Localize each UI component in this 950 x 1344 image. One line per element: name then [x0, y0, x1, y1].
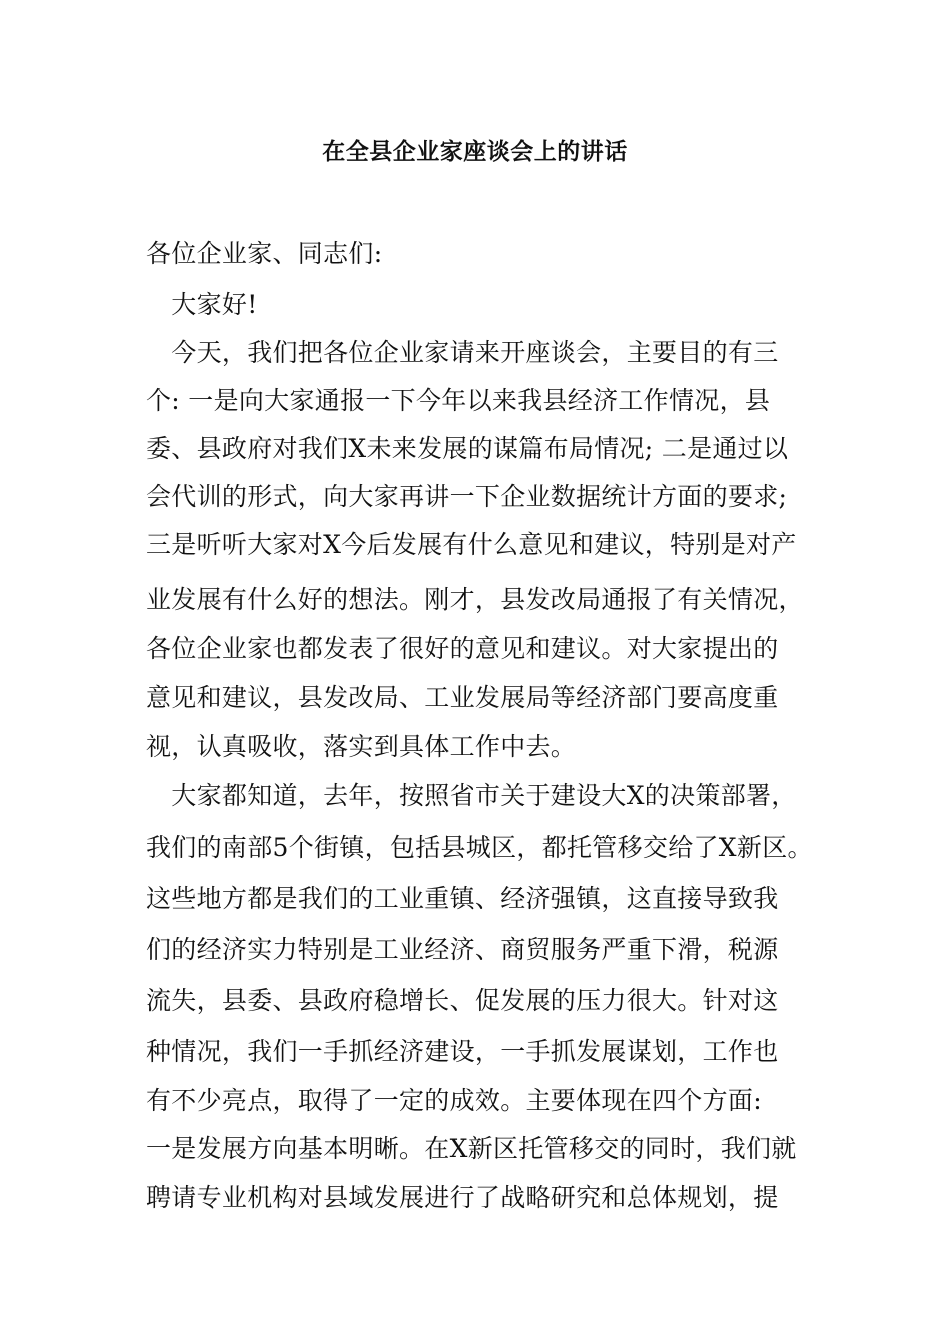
greeting-line: 大家好! — [146, 290, 258, 319]
body-line: 会代训的形式，向大家再讲一下企业数据统计方面的要求; — [146, 482, 788, 511]
body-line: 各位企业家也都发表了很好的意见和建议。对大家提出的 — [146, 634, 779, 663]
body-line: 这些地方都是我们的工业重镇、经济强镇，这直接导致我 — [146, 884, 779, 913]
salutation-line: 各位企业家、同志们: — [146, 239, 383, 268]
body-line: 聘请专业机构对县域发展进行了战略研究和总体规划，提 — [146, 1183, 779, 1212]
document-title: 在全县企业家座谈会上的讲话 — [322, 138, 628, 165]
body-line: 流失，县委、县政府稳增长、促发展的压力很大。针对这 — [146, 986, 779, 1015]
body-line: 业发展有什么好的想法。刚才，县发改局通报了有关情况， — [146, 585, 804, 614]
body-line: 种情况，我们一手抓经济建设，一手抓发展谋划，工作也 — [146, 1037, 779, 1066]
body-line: 一是发展方向基本明晰。在X新区托管移交的同时，我们就 — [146, 1134, 797, 1163]
body-line: 们的经济实力特别是工业经济、商贸服务严重下滑，税源 — [146, 935, 779, 964]
body-line: 大家都知道，去年，按照省市关于建设大X的决策部署， — [146, 781, 797, 810]
body-line: 我们的南部5个街镇，包括县城区，都托管移交给了X新区。 — [146, 833, 813, 862]
body-line: 有不少亮点，取得了一定的成效。主要体现在四个方面: — [146, 1086, 762, 1115]
body-line: 意见和建议，县发改局、工业发展局等经济部门要高度重 — [146, 683, 779, 712]
body-line: 三是听听大家对X今后发展有什么意见和建议，特别是对产 — [146, 530, 797, 559]
body-line: 委、县政府对我们X未来发展的谋篇布局情况; 二是通过以 — [146, 434, 789, 463]
body-line: 个: 一是向大家通报一下今年以来我县经济工作情况，县 — [146, 386, 771, 415]
body-line: 视，认真吸收，落实到具体工作中去。 — [146, 732, 577, 761]
body-line: 今天，我们把各位企业家请来开座谈会，主要目的有三 — [146, 338, 779, 367]
